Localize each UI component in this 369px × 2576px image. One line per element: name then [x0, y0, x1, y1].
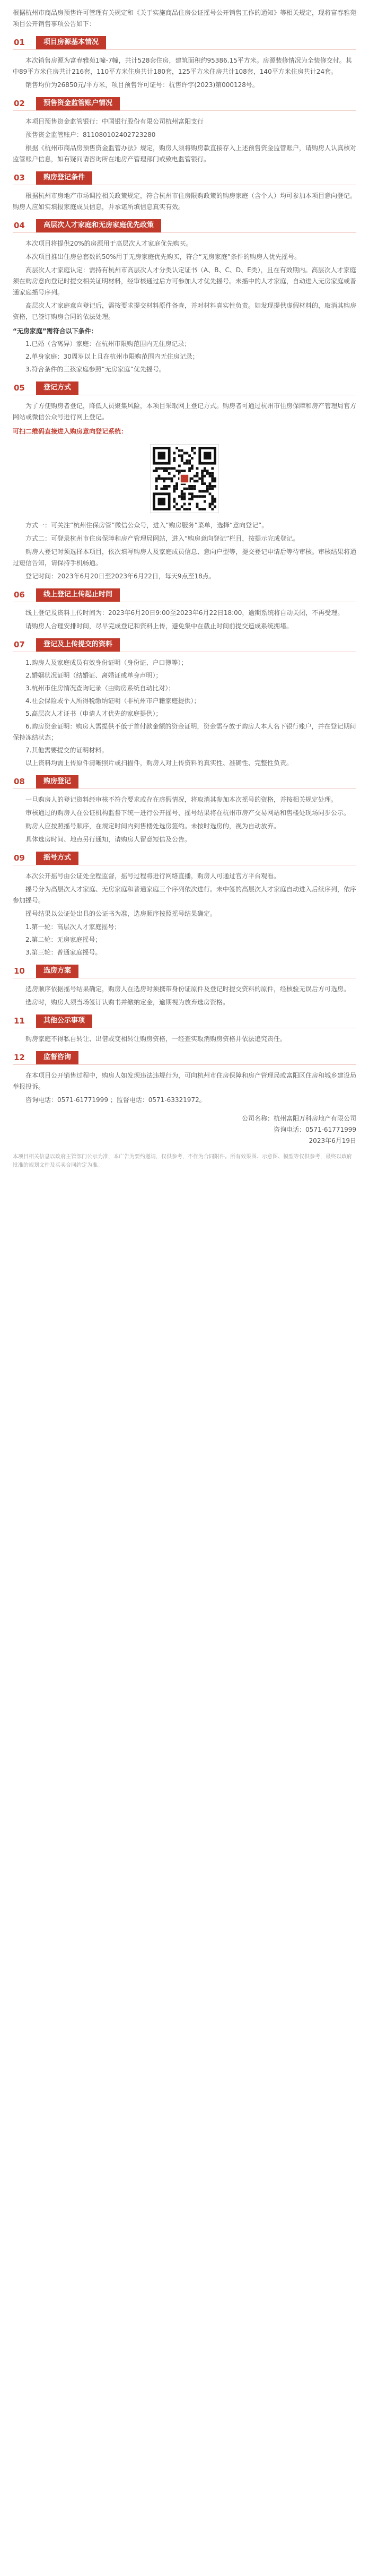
section-number: 05: [13, 381, 36, 395]
section-title: 高层次人才家庭和无房家庭优先政策: [36, 219, 161, 232]
paragraph: 本次项目推出住房总套数的50%用于无房家庭优先购买，符合“无房家庭”条件的购房人优先摇号。: [25, 253, 301, 261]
section-number: 10: [13, 965, 36, 978]
section-header: [13, 219, 356, 233]
section-title: 项目房源基本情况: [36, 36, 106, 49]
paragraph: 本项目预售资金监管银行：中国银行股份有限公司杭州富阳支行: [25, 118, 204, 125]
list-item: 3.杭州市住房情况查询记录（由购房系统自动比对）；: [25, 684, 175, 692]
paragraph: 在本项目公开销售过程中，购房人如发现违法违规行为，可向杭州市住房保障和房产管理局或富阳区住房和城乡建设局举报投诉。: [13, 1072, 357, 1090]
footer-phone: 咨询电话：0571-61771999: [274, 1126, 356, 1133]
list-item: 1.第一轮：高层次人才家庭摇号；: [25, 923, 121, 931]
section-08: [13, 775, 356, 845]
disclaimer-notice: 本项目相关信息以政府主管部门公示为准，本广告为要约邀请，仅供参考，不作为合同附件。所有效果图、示意图、模型等仅供参考，最终以政府批准的规划文件及买卖合同约定为准。: [13, 1154, 352, 1168]
section-number: 01: [13, 36, 36, 49]
paragraph: 为了方便购房者登记，降低人员聚集风险，本项目采取网上登记方式。购房者可通过杭州市住房保障和房产管理局官方网站或微信公众号进行网上登记。: [13, 402, 357, 421]
paragraph: 方式一：可关注“杭州住保房管”微信公众号，进入“购房服务”菜单，选择“意向登记”。: [25, 522, 268, 529]
list-item: 以上资料均需上传原件清晰照片或扫描件，购房人对上传资料的真实性、准确性、完整性负责。: [25, 759, 293, 767]
section-02: [13, 97, 356, 165]
intro-text: 根据杭州市商品房预售许可管理有关规定和《关于实施商品住房公证摇号公开销售工作的通知》等相关规定，现将富春雅苑项目公开销售事项公告如下：: [13, 9, 357, 28]
section-03: [13, 171, 356, 213]
section-number: 12: [13, 1051, 36, 1064]
paragraph: 咨询电话：0571-61771999 ；监督电话：0571-63321972。: [25, 1096, 206, 1104]
section-number: 02: [13, 97, 36, 110]
paragraph: 根据杭州市房地产市场调控相关政策规定，符合杭州市住房限购政策的购房家庭（含个人）均可参加本项目意向登记。购房人应如实填报家庭成员信息，并承诺所填信息真实有效。: [13, 192, 357, 211]
section-12: [13, 1051, 356, 1106]
section-06: [13, 588, 356, 632]
list-item: 7.其他需要提交的证明材料。: [25, 747, 108, 754]
section-number: 08: [13, 775, 36, 788]
section-title: 其他公示事项: [36, 1014, 92, 1028]
list-title: “无房家庭”需符合以下条件：: [13, 327, 98, 335]
list-item: 4.社会保险或个人所得税缴纳证明（非杭州市户籍家庭提供）；: [25, 697, 200, 705]
section-01: [13, 36, 356, 91]
paragraph: 本次项目将提供20%的房源用于高层次人才家庭优先购买。: [25, 240, 192, 247]
list-item: 6.购房资金证明：购房人需提供不低于首付款金额的资金证明，资金需存放于购房人本人名下银行账户，并在登记期间保持冻结状态；: [13, 723, 356, 741]
paragraph: 选房顺序依据摇号结果确定，购房人在选房时须携带身份证原件及登记时提交资料的原件，经核验无误后方可选房。: [25, 985, 350, 993]
paragraph: 请购房人合理安排时间，尽早完成登记和资料上传，避免集中在截止时间前提交造成系统拥堵。: [25, 622, 293, 630]
section-title: 摇号方式: [36, 852, 78, 865]
section-05: [13, 381, 356, 582]
section-header: [13, 852, 356, 865]
paragraph: 选房时，购房人须当场签订认购书并缴纳定金，逾期视为放弃选房资格。: [25, 999, 230, 1006]
list-item: 1.已婚（含离异）家庭：在杭州市限购范围内无住房记录；: [25, 340, 191, 348]
section-07: [13, 638, 356, 769]
paragraph: 预售资金监管账户：811080102402723280: [25, 131, 156, 138]
section-header: [13, 1051, 356, 1065]
paragraph: 高层次人才家庭意向登记后，需按要求提交材料原件备查，并对材料真实性负责。如发现提供虚假材料的，取消其购房资格，已签订购房合同的依法处理。: [13, 302, 357, 320]
section-header: [13, 97, 356, 111]
section-header: [13, 588, 356, 602]
footer-company: 公司名称：杭州富阳万科房地产有限公司: [241, 1115, 356, 1122]
section-title: 监督咨询: [36, 1051, 78, 1064]
list-item: 2.单身家庭：30周岁以上且在杭州市限购范围内无住房记录；: [25, 353, 199, 360]
paragraph: 摇号分为高层次人才家庭、无房家庭和普通家庭三个序列依次进行。未中签的高层次人才家庭自动进入后续序列，依序参加摇号。: [13, 886, 357, 904]
sections-container: [13, 36, 356, 1106]
section-header: [13, 381, 356, 395]
qr-wrap: [13, 445, 356, 513]
footer-date: 2023年6月19日: [309, 1137, 356, 1144]
paragraph: 本次公开摇号由公证处全程监督，摇号过程将进行网络直播，购房人可通过官方平台观看。: [25, 872, 280, 880]
list-item: 2.婚姻状况证明（结婚证、离婚证或单身声明）；: [25, 672, 162, 679]
section-number: 04: [13, 219, 36, 232]
section-09: [13, 852, 356, 958]
section-11: [13, 1014, 356, 1045]
qr-code-icon: [153, 447, 216, 510]
section-title: 登记及上传提交的资料: [36, 638, 120, 652]
section-header: [13, 1014, 356, 1028]
paragraph: 购房人登记时须选择本项目，依次填写购房人及家庭成员信息、意向户型等，提交登记申请后等待审核。审核结果将通过短信告知，请保持手机畅通。: [13, 548, 357, 567]
paragraph: 本次销售房源为富春雅苑1幢-7幢，共计528套住房，建筑面积约95386.15平方米。房源装修情况为全装修交付。其中89平方米住房共计216套，110平方米住房共计180套，125平方米住房共计108套，140平方米住房共计24套。: [13, 57, 352, 75]
section-title: 预售资金监管账户情况: [36, 97, 120, 110]
paragraph: 销售均价为26850元/平方米，项目预售许可证号：杭售许字(2023)第000128号。: [25, 81, 259, 89]
section-title: 购房登记条件: [36, 171, 92, 185]
paragraph: 一旦购房人的登记资料经审核不符合要求或存在虚假情况，将取消其参加本次摇号的资格，并按相关规定处理。: [25, 796, 338, 803]
section-header: [13, 775, 356, 789]
announcement-page: [0, 0, 369, 1183]
qr-instruction: 可扫二维码直接进入购房意向登记系统：: [13, 428, 128, 435]
section-number: 03: [13, 171, 36, 185]
list-item: 5.高层次人才证书（申请人才优先的家庭提供）；: [25, 710, 162, 717]
paragraph: 购房人应按照摇号顺序，在规定时间内到售楼处选房签约。未按时选房的，视为自动放弃。: [25, 822, 280, 830]
section-title: 线上登记上传起止时间: [36, 588, 120, 602]
section-title: 选房方案: [36, 965, 78, 978]
footer: [13, 1113, 356, 1147]
list-item: 2.第二轮：无房家庭摇号；: [25, 936, 102, 943]
section-header: [13, 638, 356, 652]
section-header: [13, 36, 356, 50]
list-item: 3.第三轮：普通家庭摇号。: [25, 949, 102, 956]
paragraph: 审核通过的购房人在公证机构监督下统一进行公开摇号，摇号结果将在杭州市房产交易网站和售楼处现场同步公示。: [25, 809, 350, 817]
section-header: [13, 965, 356, 978]
paragraph: 线上登记及资料上传时间为：2023年6月20日9:00至2023年6月22日18:00，逾期系统将自动关闭，不再受理。: [25, 609, 344, 617]
list-item: 1.购房人及家庭成员有效身份证明（身份证、户口簿等）；: [25, 659, 188, 666]
paragraph: 高层次人才家庭认定：需持有杭州市高层次人才分类认定证书（A、B、C、D、E类），且在有效期内。高层次人才家庭须在购房意向登记时提交相关证明材料，经审核通过后方可参加人才优先摇号。未摇中的人才家庭，自动进入无房家庭或普通家庭摇号序列。: [13, 266, 357, 296]
paragraph: 具体选房时间、地点另行通知，请购房人留意短信及公告。: [25, 836, 191, 843]
section-number: 09: [13, 852, 36, 865]
paragraph: 摇号结果以公证处出具的公证书为准，选房顺序按照摇号结果确定。: [25, 910, 217, 917]
paragraph: 登记时间：2023年6月20日至2023年6月22日，每天9点至18点。: [25, 573, 215, 580]
section-title: 购房登记: [36, 775, 78, 788]
section-04: [13, 219, 356, 375]
section-number: 06: [13, 588, 36, 602]
section-10: [13, 965, 356, 1008]
section-number: 07: [13, 638, 36, 652]
section-title: 登记方式: [36, 381, 78, 395]
section-number: 11: [13, 1014, 36, 1028]
paragraph: 根据《杭州市商品房预售资金监管办法》规定，购房人须将购房款直接存入上述预售资金监管账户，请购房人认真核对监管账户信息，如有疑问请咨询所在地房产管理部门或致电监管银行。: [13, 144, 357, 163]
section-header: [13, 171, 356, 185]
list-item: 3.符合条件的三孩家庭参照“无房家庭”优先摇号。: [25, 366, 165, 373]
paragraph: 购房家庭不得私自转让、出借或变相转让购房资格，一经查实取消购房资格并依法追究责任。: [25, 1035, 287, 1043]
paragraph: 方式二：可登录杭州市住房保障和房产管理局网站，进入“购房意向登记”栏目，按提示完成登记。: [25, 535, 300, 542]
qr-code[interactable]: [151, 445, 218, 513]
